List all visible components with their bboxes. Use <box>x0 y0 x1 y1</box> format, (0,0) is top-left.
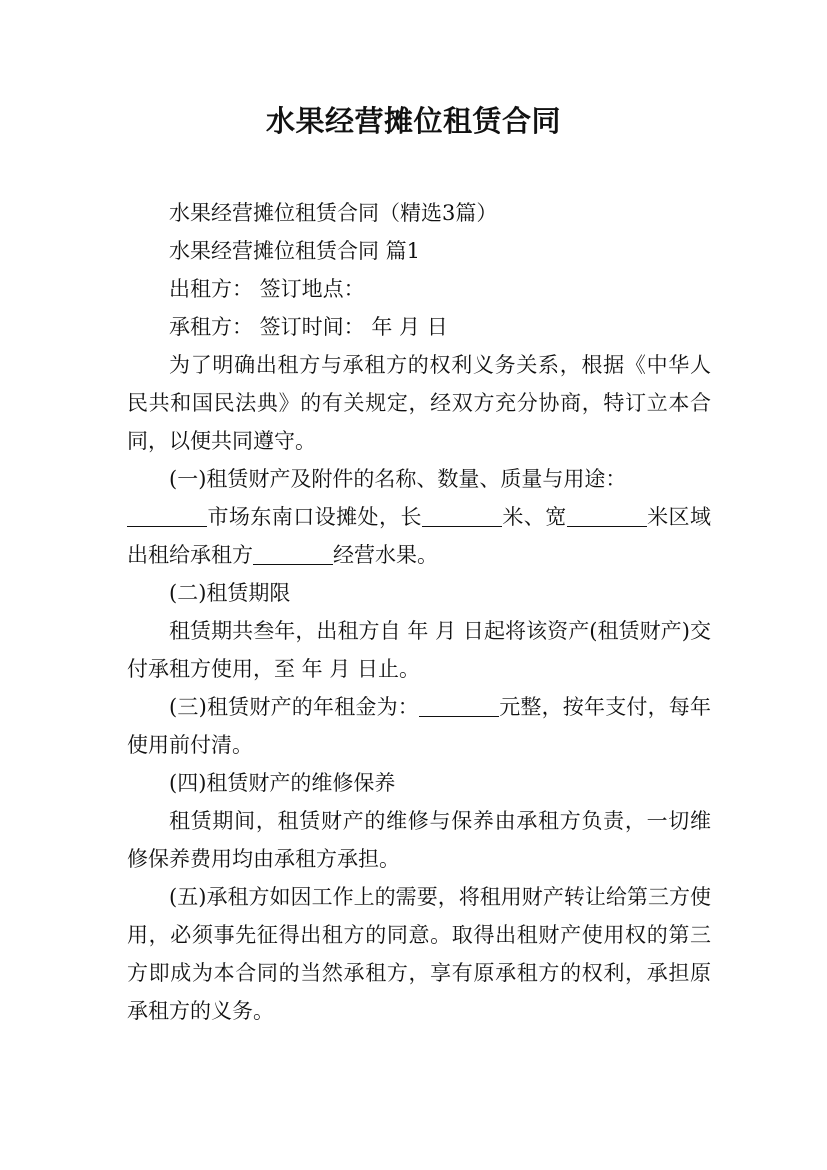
paragraph-preamble: 为了明确出租方与承租方的权利义务关系，根据《中华人民共和国民法典》的有关规定，经双方充分协商，特订立本合同，以便共同遵守。 <box>127 353 711 453</box>
paragraph-clause-1-detail <box>127 498 711 574</box>
blank-length <box>422 505 502 527</box>
paragraph-clause-5: (五)承租方如因工作上的需要，将租用财产转让给第三方使用，必须事先征得出租方的同意。取得出租财产使用权的第三方即成为本合同的当然承租方，享有原承租方的权利，承担原承租方的义务。 <box>127 885 711 1023</box>
paragraph-lease-term: 租赁期共叁年，出租方自 年 月 日起将该资产(租赁财产)交付承租方使用，至 年 月 日止。 <box>127 619 711 681</box>
paragraph-clause-2: (二)租赁期限 <box>169 581 291 605</box>
clause-1-text-d: 经营水果。 <box>333 543 438 567</box>
paragraph-lessor: 出租方： 签订地点： <box>169 277 365 301</box>
clause-1-text-b: 米、宽 <box>501 505 567 529</box>
paragraph-clause-3 <box>127 688 711 764</box>
clause-1-text-a: 市场东南口设摊处，长 <box>207 505 422 529</box>
document-title: 水果经营摊位租赁合同 <box>265 104 561 138</box>
blank-annual-rent <box>419 695 499 717</box>
paragraph-clause-4: (四)租赁财产的维修保养 <box>169 771 396 795</box>
paragraph-maintenance: 租赁期间，租赁财产的维修与保养由承租方负责，一切维修保养费用均由承租方承担。 <box>127 809 711 871</box>
paragraph-lessee: 承租方： 签订时间： 年 月 日 <box>169 315 448 339</box>
blank-width <box>567 505 647 527</box>
paragraph-clause-1: (一)租赁财产及附件的名称、数量、质量与用途： <box>169 467 627 491</box>
clause-3-text-a: (三)租赁财产的年租金为： <box>169 695 419 719</box>
clause-1-text-c: 米区域出租给承租方 <box>127 505 712 567</box>
blank-location <box>127 505 207 527</box>
clause-3-text-b: 元整，按年支付，每年使用前付清。 <box>127 695 712 757</box>
paragraph-subtitle: 水果经营摊位租赁合同（精选3篇） <box>169 201 498 225</box>
document-body <box>127 194 711 1030</box>
paragraph-section-heading: 水果经营摊位租赁合同 篇1 <box>169 239 421 263</box>
blank-lessee-name <box>253 543 333 565</box>
